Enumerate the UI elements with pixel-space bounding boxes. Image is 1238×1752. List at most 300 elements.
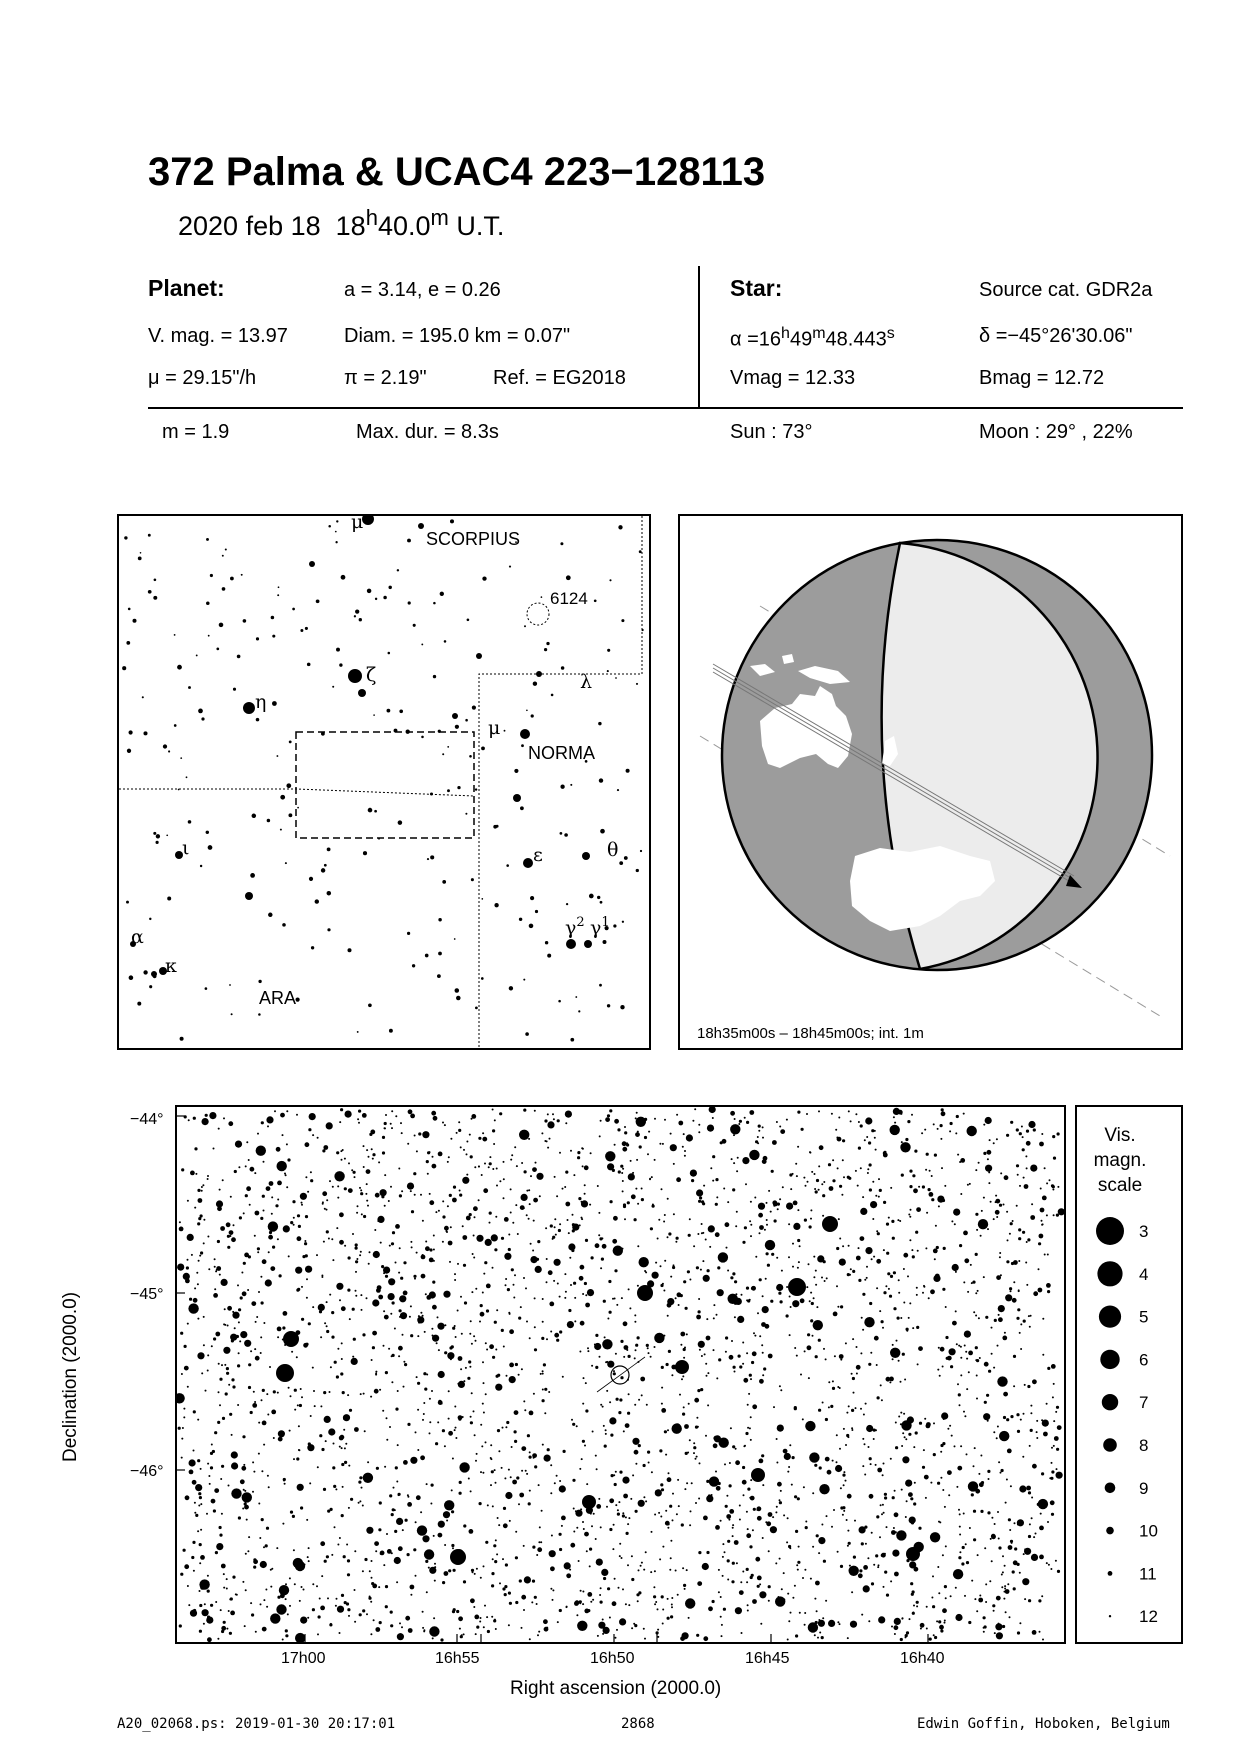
field-star: [250, 1411, 253, 1414]
field-star: [985, 1601, 987, 1603]
field-star: [277, 1181, 282, 1186]
field-star: [474, 1166, 476, 1168]
field-star: [391, 1552, 393, 1554]
field-star: [752, 1599, 757, 1604]
field-star: [847, 1494, 852, 1499]
field-star: [495, 1216, 497, 1218]
ra-minutes: 49: [789, 328, 813, 351]
field-star: [876, 1287, 878, 1289]
field-star: [330, 1508, 333, 1511]
field-star: [735, 1460, 740, 1465]
field-star: [433, 1235, 435, 1237]
field-star: [772, 1516, 774, 1518]
field-star: [569, 1257, 571, 1259]
field-star: [398, 1168, 400, 1170]
field-star: [776, 1438, 778, 1440]
field-star: [941, 1412, 948, 1419]
field-star: [998, 1623, 1000, 1625]
finder-star: [450, 519, 454, 523]
field-star: [886, 1594, 889, 1597]
finder-star: [208, 845, 213, 850]
finder-star: [636, 683, 638, 685]
field-star: [457, 1263, 459, 1265]
field-star: [838, 1218, 840, 1220]
field-star: [548, 1391, 550, 1393]
field-star: [666, 1363, 669, 1366]
field-star: [566, 1574, 568, 1576]
field-star: [813, 1276, 815, 1278]
field-star: [1028, 1491, 1031, 1494]
finder-bright-star: [582, 852, 590, 860]
field-star: [229, 1413, 232, 1416]
field-star: [337, 1348, 339, 1350]
field-star: [383, 1267, 390, 1274]
field-star: [564, 1562, 571, 1569]
field-star: [452, 1458, 454, 1460]
field-star: [703, 1185, 705, 1187]
field-star: [407, 1494, 409, 1496]
field-star: [922, 1292, 924, 1294]
field-star: [188, 1303, 198, 1313]
field-star: [913, 1446, 915, 1448]
field-star: [804, 1350, 806, 1352]
field-star: [579, 1276, 584, 1281]
finder-star: [129, 975, 134, 980]
field-star: [540, 1373, 542, 1375]
field-star: [901, 1618, 903, 1620]
field-star: [507, 1288, 510, 1291]
field-star: [825, 1358, 827, 1360]
field-star: [557, 1119, 560, 1122]
field-star: [770, 1211, 772, 1213]
field-star: [256, 1316, 258, 1318]
field-star: [926, 1628, 928, 1630]
field-star: [766, 1202, 768, 1204]
field-star: [562, 1376, 564, 1378]
field-star: [455, 1427, 457, 1429]
field-star: [600, 1120, 602, 1122]
finder-star: [243, 619, 247, 623]
field-star: [262, 1259, 267, 1264]
field-star: [1047, 1254, 1049, 1256]
field-star: [542, 1444, 544, 1446]
field-star: [1013, 1385, 1015, 1387]
field-star: [992, 1604, 995, 1607]
finder-star: [519, 918, 522, 921]
field-star: [600, 1601, 603, 1604]
finder-star: [447, 789, 450, 792]
field-star: [538, 1541, 540, 1543]
finder-star: [374, 810, 377, 813]
field-star: [955, 1310, 957, 1312]
field-star: [668, 1472, 670, 1474]
field-star: [345, 1111, 352, 1118]
field-star: [521, 1194, 528, 1201]
field-star: [473, 1206, 478, 1211]
field-star: [996, 1632, 1003, 1639]
field-star: [298, 1225, 301, 1228]
field-star: [763, 1367, 766, 1370]
field-star: [772, 1140, 777, 1145]
finder-star: [188, 686, 191, 689]
field-star: [451, 1544, 454, 1547]
field-star: [822, 1215, 824, 1217]
field-star: [542, 1370, 544, 1372]
field-star: [509, 1376, 516, 1383]
field-star: [893, 1527, 895, 1529]
ra-tick-1655: 16h55: [435, 1650, 480, 1667]
field-star: [1019, 1332, 1021, 1334]
finder-star: [167, 897, 171, 901]
field-star: [870, 1352, 872, 1354]
field-star: [347, 1289, 350, 1292]
field-star: [864, 1443, 866, 1445]
field-star: [469, 1213, 472, 1216]
field-star: [1046, 1214, 1048, 1216]
field-star: [688, 1234, 691, 1237]
field-star: [503, 1523, 508, 1528]
field-star: [1051, 1513, 1054, 1516]
field-star: [823, 1181, 825, 1183]
field-star: [578, 1197, 581, 1200]
field-star: [644, 1118, 647, 1121]
field-star: [479, 1621, 481, 1623]
finder-star: [438, 952, 442, 956]
field-star: [732, 1527, 734, 1529]
finder-bright-star: [452, 713, 458, 719]
field-star: [916, 1326, 919, 1329]
field-star: [278, 1430, 285, 1437]
field-star: [266, 1606, 268, 1608]
field-star: [337, 1544, 339, 1546]
field-star: [1019, 1185, 1021, 1187]
field-star: [1042, 1354, 1044, 1356]
field-star: [749, 1545, 752, 1548]
finder-star: [335, 541, 337, 543]
field-star: [903, 1253, 908, 1258]
field-star: [208, 1268, 210, 1270]
field-star: [966, 1561, 969, 1564]
field-star: [776, 1462, 778, 1464]
field-star: [223, 1587, 225, 1589]
field-star: [682, 1413, 685, 1416]
field-star: [1009, 1616, 1011, 1618]
field-star: [960, 1193, 962, 1195]
field-star: [808, 1263, 810, 1265]
field-star: [866, 1136, 868, 1138]
field-star: [993, 1431, 995, 1433]
field-star: [229, 1632, 232, 1635]
field-star: [282, 1326, 285, 1329]
field-star: [205, 1114, 208, 1117]
field-star: [475, 1288, 477, 1290]
field-star: [301, 1318, 304, 1321]
scale-label-mag-3: 3: [1139, 1222, 1149, 1241]
field-star: [506, 1375, 508, 1377]
field-star: [872, 1181, 874, 1183]
field-star: [863, 1565, 868, 1570]
field-star: [413, 1172, 416, 1175]
finder-star: [271, 616, 275, 620]
field-star: [216, 1543, 223, 1550]
finder-star: [296, 998, 300, 1002]
field-star: [689, 1218, 691, 1220]
field-star: [697, 1233, 699, 1235]
field-star: [443, 1511, 450, 1518]
field-star: [289, 1605, 291, 1607]
field-star: [603, 1300, 606, 1303]
field-star: [623, 1494, 628, 1499]
field-star: [277, 1238, 279, 1240]
field-star: [293, 1549, 295, 1551]
field-star: [541, 1337, 544, 1340]
field-star: [561, 1516, 566, 1521]
field-star: [910, 1497, 913, 1500]
field-star: [433, 1116, 438, 1121]
field-star: [386, 1417, 388, 1419]
finder-star: [578, 1010, 580, 1012]
field-star: [736, 1170, 738, 1172]
field-star: [821, 1636, 824, 1639]
field-star: [300, 1388, 302, 1390]
field-star: [381, 1195, 384, 1198]
field-star: [227, 1246, 230, 1249]
field-map: [177, 1107, 1064, 1642]
field-star: [272, 1246, 275, 1249]
finder-star: [258, 1013, 261, 1016]
field-star: [371, 1359, 373, 1361]
field-star: [833, 1312, 838, 1317]
field-star: [671, 1597, 673, 1599]
field-star: [613, 1524, 615, 1526]
field-star: [634, 1314, 636, 1316]
field-star: [742, 1241, 745, 1244]
field-star: [607, 1361, 614, 1368]
field-star: [348, 1256, 351, 1259]
field-star: [420, 1194, 422, 1196]
field-star: [989, 1139, 991, 1141]
field-star: [431, 1328, 433, 1330]
field-star: [375, 1373, 377, 1375]
field-star: [672, 1493, 674, 1495]
field-star: [744, 1117, 746, 1119]
field-star: [678, 1304, 680, 1306]
field-star: [792, 1173, 794, 1175]
field-star: [253, 1559, 258, 1564]
field-star: [447, 1352, 454, 1359]
field-star: [974, 1447, 976, 1449]
field-star: [231, 1237, 236, 1242]
field-star: [837, 1551, 839, 1553]
field-star: [622, 1514, 625, 1517]
field-star: [1051, 1462, 1053, 1464]
field-star: [496, 1185, 498, 1187]
field-star: [620, 1165, 623, 1168]
field-star: [738, 1123, 740, 1125]
field-star: [892, 1358, 894, 1360]
field-star: [863, 1414, 865, 1416]
field-star: [448, 1431, 453, 1436]
field-star: [832, 1460, 834, 1462]
finder-star: [335, 531, 337, 533]
field-star: [900, 1423, 902, 1425]
finder-star: [256, 637, 259, 640]
field-star: [998, 1461, 1000, 1463]
field-star: [641, 1562, 643, 1564]
scale-dot-mag-6: [1100, 1350, 1119, 1369]
field-star: [529, 1203, 531, 1205]
field-star: [786, 1286, 788, 1288]
field-star: [335, 1488, 337, 1490]
field-star: [446, 1520, 448, 1522]
field-star: [631, 1627, 633, 1629]
field-star: [389, 1494, 392, 1497]
field-star: [750, 1235, 752, 1237]
field-star: [285, 1598, 287, 1600]
finder-star: [198, 709, 203, 714]
field-star: [722, 1556, 724, 1558]
field-star: [1026, 1141, 1031, 1146]
event-hour: 18: [335, 211, 366, 241]
finder-star: [354, 615, 356, 617]
field-star: [987, 1150, 992, 1155]
field-star: [193, 1410, 196, 1413]
field-star: [925, 1169, 927, 1171]
finder-star: [324, 864, 327, 867]
field-star: [561, 1525, 563, 1527]
finder-star: [626, 769, 630, 773]
field-star: [978, 1317, 980, 1319]
field-star: [761, 1454, 764, 1457]
star-vmag: Vmag = 12.33: [730, 367, 856, 389]
field-star: [585, 1409, 588, 1412]
field-star: [545, 1227, 547, 1229]
field-star: [640, 1565, 642, 1567]
field-star: [959, 1513, 961, 1515]
event-date: 2020 feb 18: [178, 211, 321, 241]
field-star: [233, 1224, 235, 1226]
field-star: [472, 1253, 474, 1255]
field-star: [729, 1484, 732, 1487]
field-star: [697, 1389, 700, 1392]
field-star: [483, 1382, 485, 1384]
field-star: [938, 1347, 940, 1349]
field-star: [535, 1162, 537, 1164]
field-star: [670, 1133, 672, 1135]
field-star: [903, 1302, 905, 1304]
field-star: [496, 1553, 498, 1555]
field-star: [526, 1473, 528, 1475]
field-star: [193, 1450, 195, 1452]
finder-star: [388, 586, 391, 589]
field-star: [620, 1376, 623, 1379]
field-star: [762, 1137, 764, 1139]
finder-star: [188, 820, 192, 824]
field-star: [242, 1492, 252, 1502]
globe-caption: 18h35m00s – 18h45m00s; int. 1m: [697, 1025, 924, 1042]
star-label-epsilon: ε: [533, 844, 543, 866]
field-star: [409, 1316, 411, 1318]
field-star: [241, 1466, 246, 1471]
field-star: [200, 1555, 205, 1560]
finder-star: [433, 675, 436, 678]
field-star: [555, 1234, 557, 1236]
field-star: [395, 1262, 397, 1264]
field-star: [671, 1374, 673, 1376]
field-star: [454, 1273, 456, 1275]
field-star: [739, 1120, 742, 1123]
field-star: [634, 1624, 637, 1627]
field-star: [519, 1493, 524, 1498]
field-star: [940, 1347, 945, 1352]
field-star: [582, 1591, 584, 1593]
field-star: [828, 1381, 830, 1383]
field-star: [807, 1345, 812, 1350]
field-star: [599, 1237, 602, 1240]
field-star: [617, 1509, 619, 1511]
field-star: [975, 1315, 977, 1317]
field-star: [476, 1626, 479, 1629]
field-star: [875, 1429, 877, 1431]
field-star: [904, 1436, 906, 1438]
field-star: [300, 1506, 303, 1509]
field-star: [392, 1231, 395, 1234]
field-star: [634, 1357, 636, 1359]
field-star: [187, 1323, 189, 1325]
field-star: [637, 1245, 639, 1247]
field-star: [797, 1267, 799, 1269]
field-star: [622, 1147, 627, 1152]
field-star: [713, 1443, 718, 1448]
field-star: [867, 1557, 869, 1559]
field-star: [372, 1584, 377, 1589]
field-star: [1032, 1630, 1037, 1635]
finder-star: [506, 864, 509, 867]
field-star: [628, 1517, 630, 1519]
field-star: [602, 1633, 604, 1635]
field-star: [686, 1569, 688, 1571]
scale-label-mag-7: 7: [1139, 1393, 1149, 1413]
field-star: [1049, 1477, 1051, 1479]
field-star: [587, 1347, 589, 1349]
field-star: [450, 1138, 452, 1140]
field-star: [675, 1570, 677, 1572]
field-star: [237, 1364, 240, 1367]
field-star: [604, 1445, 607, 1448]
field-star: [980, 1510, 983, 1513]
field-star: [716, 1314, 718, 1316]
field-star: [663, 1290, 665, 1292]
field-star: [665, 1454, 667, 1456]
field-star: [862, 1293, 865, 1296]
field-star: [482, 1472, 484, 1474]
field-star: [253, 1566, 256, 1569]
finder-bright-star: [418, 523, 424, 529]
field-star: [334, 1526, 336, 1528]
finder-star: [347, 948, 351, 952]
field-star: [495, 1349, 497, 1351]
finder-star: [407, 932, 410, 935]
field-star: [902, 1353, 905, 1356]
field-star: [363, 1145, 365, 1147]
field-star: [964, 1595, 966, 1597]
field-star: [795, 1530, 798, 1533]
finder-star: [276, 755, 278, 757]
field-star: [753, 1508, 756, 1511]
field-star: [894, 1490, 896, 1492]
field-star: [300, 1193, 307, 1200]
finder-star: [268, 913, 272, 917]
